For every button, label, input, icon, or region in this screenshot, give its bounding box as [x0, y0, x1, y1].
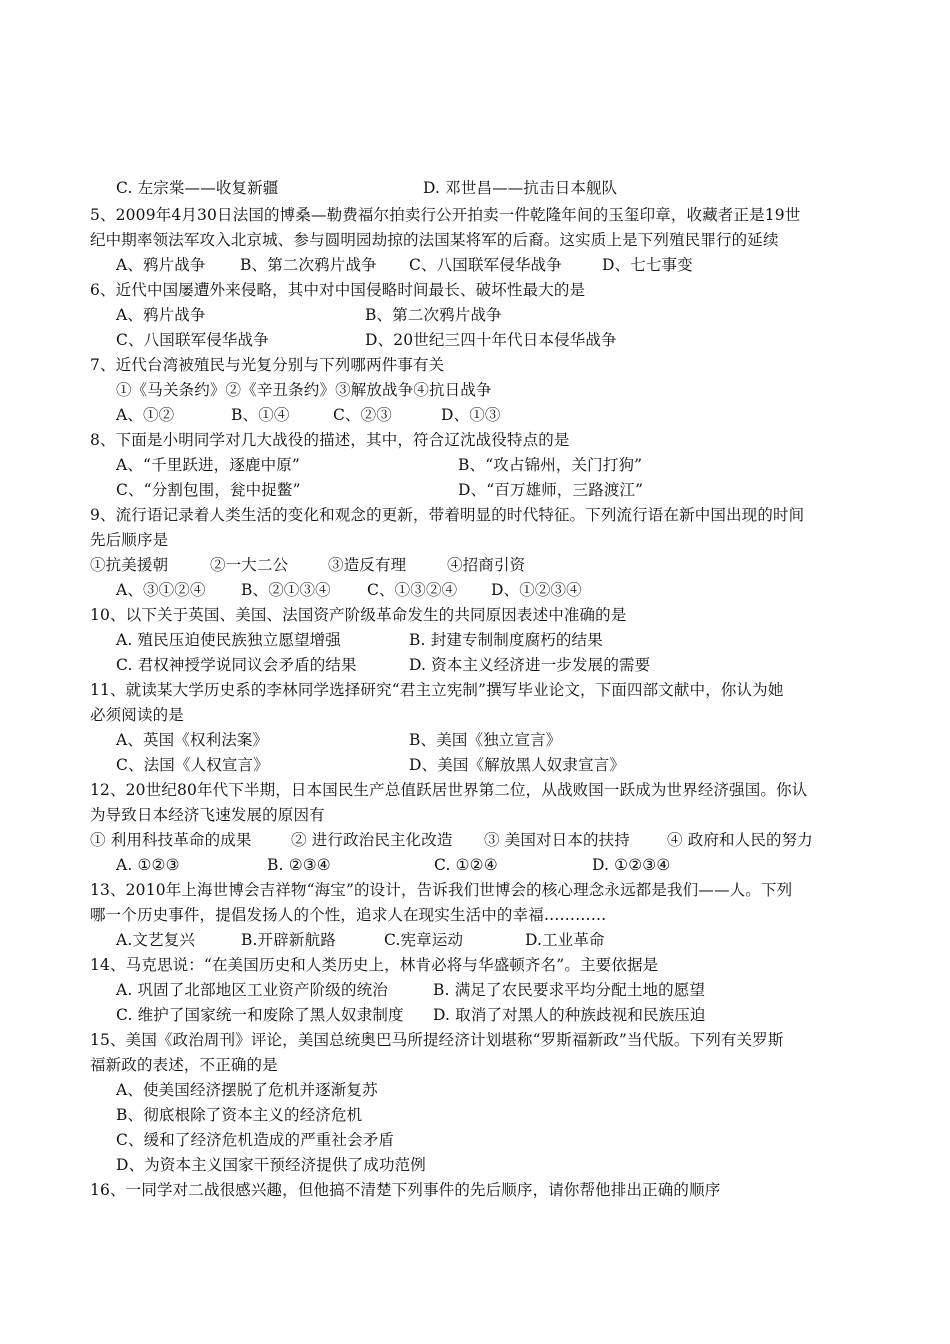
q15-stem-line-1 [0, 1028, 784, 1053]
q15-option-a: A、使美国经济摆脱了危机并逐渐复苏 [116, 1081, 378, 1099]
q15-option-b-line [0, 1103, 363, 1128]
q9-stem-text-1: 9、流行语记录着人类生活的变化和观念的更新，带着明显的时代特征。下列流行语在新中国出现的时间 [90, 506, 805, 524]
q14-stem-text: 14、马克思说：“在美国历史和人类历史上，林肯必将与华盛顿齐名”。主要依据是 [90, 956, 659, 974]
q13-stem-line-2 [0, 903, 607, 928]
q5-options-row [0, 253, 693, 278]
q15-option-a-line [0, 1078, 378, 1103]
q13-stem-line-1 [0, 878, 793, 903]
q15-stem-line-2 [0, 1053, 278, 1078]
q14-options-row-2 [0, 1003, 706, 1028]
q7-items-text: ①《马关条约》②《辛丑条约》③解放战争④抗日战争 [116, 381, 492, 399]
q9-option-a: A、③①②④ [116, 581, 206, 599]
q8-options-row-1 [0, 453, 643, 478]
q8-options-row-2 [0, 478, 644, 503]
q12-item-1: ① 利用科技革命的成果 [90, 831, 252, 849]
q8-option-d: D、“百万雄师，三路渡江” [458, 481, 644, 499]
q13-option-b: B.开辟新航路 [241, 931, 336, 949]
q10-option-a: A. 殖民压迫使民族独立愿望增强 [116, 631, 341, 649]
q5-option-c: C、八国联军侵华战争 [409, 256, 562, 274]
q10-option-b: B. 封建专制制度腐朽的结果 [409, 631, 603, 649]
q11-stem-line-1 [0, 678, 784, 703]
q5-stem-line-1 [0, 203, 801, 228]
q15-option-c: C、缓和了经济危机造成的严重社会矛盾 [116, 1131, 395, 1149]
q9-option-d: D、①②③④ [491, 581, 582, 599]
q14-option-c: C. 维护了国家统一和废除了黑人奴隶制度 [116, 1006, 404, 1024]
q8-stem-text: 8、下面是小明同学对几大战役的描述，其中，符合辽沈战役特点的是 [90, 431, 570, 449]
q11-option-d: D、美国《解放黑人奴隶宣言》 [409, 756, 626, 774]
q12-option-d: D. ①②③④ [592, 856, 671, 874]
q6-option-c: C、八国联军侵华战争 [116, 331, 269, 349]
q5-stem-text-2: 纪中期率领法军攻入北京城、参与圆明园劫掠的法国某将军的后裔。这实质上是下列殖民罪行的延续 [90, 231, 779, 249]
q13-option-d: D.工业革命 [525, 931, 605, 949]
q6-options-row-2 [0, 328, 617, 353]
q12-stem-line-2 [0, 803, 325, 828]
q10-option-d: D. 资本主义经济进一步发展的需要 [409, 656, 651, 674]
q14-option-d: D. 取消了对黑人的种族歧视和民族压迫 [433, 1006, 706, 1024]
q12-item-3: ③ 美国对日本的扶持 [484, 831, 630, 849]
q12-option-b: B. ②③④ [267, 856, 331, 874]
q16-stem-text: 16、一同学对二战很感兴趣，但他搞不清楚下列事件的先后顺序，请你帮他排出正确的顺序 [90, 1181, 721, 1199]
q11-option-c: C、法国《人权宣言》 [116, 756, 269, 774]
q4-option-d: D. 邓世昌——抗击日本舰队 [423, 179, 618, 197]
q5-option-d: D、七七事变 [602, 256, 693, 274]
q11-option-a: A、英国《权利法案》 [116, 731, 269, 749]
q11-stem-text-1: 11、就读某大学历史系的李林同学选择研究“君主立宪制”撰写毕业论文，下面四部文献中，你认为她 [90, 681, 784, 699]
q12-item-2: ② 进行政治民主化改造 [291, 831, 453, 849]
q15-stem-text-1: 15、美国《政治周刊》评论，美国总统奥巴马所提经济计划堪称“罗斯福新政”当代版。下列有关罗斯 [90, 1031, 784, 1049]
q8-option-a: A、“千里跃进，逐鹿中原” [116, 456, 300, 474]
q11-options-row-2 [0, 753, 626, 778]
q8-option-b: B、“攻占锦州，关门打狗” [458, 456, 643, 474]
q11-stem-text-2: 必须阅读的是 [90, 706, 184, 724]
q9-option-b: B、②①③④ [241, 581, 331, 599]
q15-option-d: D、为资本主义国家干预经济提供了成功范例 [116, 1156, 426, 1174]
q13-stem-text-1: 13、2010年上海世博会吉祥物“海宝”的设计，告诉我们世博会的核心理念永远都是我们——人。下列 [90, 881, 793, 899]
q12-stem-text-2: 为导致日本经济飞速发展的原因有 [90, 806, 325, 824]
q10-stem-line [0, 603, 627, 628]
q9-item-3: ③造反有理 [328, 556, 407, 574]
q6-options-row-1 [0, 303, 502, 328]
q5-option-a: A、鸦片战争 [116, 256, 206, 274]
q12-stem-line-1 [0, 778, 808, 803]
q7-option-b: B、①④ [231, 406, 290, 424]
q10-options-row-2 [0, 653, 651, 678]
q7-option-a: A、①② [116, 406, 175, 424]
q12-stem-text-1: 12、20世纪80年代下半期，日本国民生产总值跃居世界第二位，从战败国一跃成为世界经济强国。你认 [90, 781, 808, 799]
q9-stem-text-2: 先后顺序是 [90, 531, 169, 549]
q6-option-d: D、20世纪三四十年代日本侵华战争 [365, 331, 617, 349]
q9-item-1: ①抗美援朝 [90, 556, 169, 574]
q9-item-4: ④招商引资 [447, 556, 526, 574]
q13-option-c: C.宪章运动 [384, 931, 464, 949]
q15-option-c-line [0, 1128, 395, 1153]
q7-option-d: D、①③ [441, 406, 501, 424]
q6-option-a: A、鸦片战争 [116, 306, 206, 324]
q5-stem-line-2 [0, 228, 779, 253]
q14-option-b: B. 满足了农民要求平均分配土地的愿望 [433, 981, 706, 999]
q16-stem-line [0, 1178, 721, 1203]
q5-stem-text-1: 5、2009年4月30日法国的博桑—勒费福尔拍卖行公开拍卖一件乾隆年间的玉玺印章，收藏者正是19世 [90, 206, 801, 224]
q7-stem-text: 7、近代台湾被殖民与光复分别与下列哪两件事有关 [90, 356, 445, 374]
q8-option-c: C、“分割包围，瓮中捉鳖” [116, 481, 301, 499]
q12-item-4: ④ 政府和人民的努力 [667, 831, 813, 849]
q12-options-row [0, 853, 671, 878]
q14-option-a: A. 巩固了北部地区工业资产阶级的统治 [116, 981, 388, 999]
q6-stem-line [0, 278, 586, 303]
q9-items-row [0, 553, 526, 578]
q13-stem-text-2: 哪一个历史事件，提倡发扬人的个性，追求人在现实生活中的幸福………… [90, 906, 607, 924]
q10-options-row-1 [0, 628, 603, 653]
q13-option-a: A.文艺复兴 [116, 931, 196, 949]
q8-stem-line [0, 428, 570, 453]
q9-stem-line-1 [0, 503, 805, 528]
q15-option-d-line [0, 1153, 426, 1178]
q14-stem-line [0, 953, 659, 978]
q14-options-row-1 [0, 978, 706, 1003]
q11-option-b: B、美国《独立宣言》 [409, 731, 562, 749]
q11-options-row-1 [0, 728, 562, 753]
q5-option-b: B、第二次鸦片战争 [240, 256, 377, 274]
q7-options-row [0, 403, 501, 428]
q9-stem-line-2 [0, 528, 169, 553]
q7-items-line [0, 378, 492, 403]
q7-option-c: C、②③ [333, 406, 392, 424]
q4-options-row [0, 176, 618, 201]
q12-items-row [0, 828, 813, 853]
q6-option-b: B、第二次鸦片战争 [365, 306, 502, 324]
q13-options-row [0, 928, 605, 953]
q9-options-row [0, 578, 582, 603]
q6-stem-text: 6、近代中国屡遭外来侵略，其中对中国侵略时间最长、破坏性最大的是 [90, 281, 586, 299]
q11-stem-line-2 [0, 703, 184, 728]
q10-option-c: C. 君权神授学说同议会矛盾的结果 [116, 656, 357, 674]
q9-item-2: ②一大二公 [210, 556, 289, 574]
q15-stem-text-2: 福新政的表述，不正确的是 [90, 1056, 278, 1074]
q15-option-b: B、彻底根除了资本主义的经济危机 [116, 1106, 363, 1124]
q9-option-c: C、①③②④ [367, 581, 458, 599]
q12-option-a: A. ①②③ [116, 856, 180, 874]
q10-stem-text: 10、以下关于英国、美国、法国资产阶级革命发生的共同原因表述中准确的是 [90, 606, 627, 624]
q4-option-c: C. 左宗棠——收复新疆 [116, 179, 279, 197]
q7-stem-line [0, 353, 445, 378]
q12-option-c: C. ①②④ [434, 856, 498, 874]
